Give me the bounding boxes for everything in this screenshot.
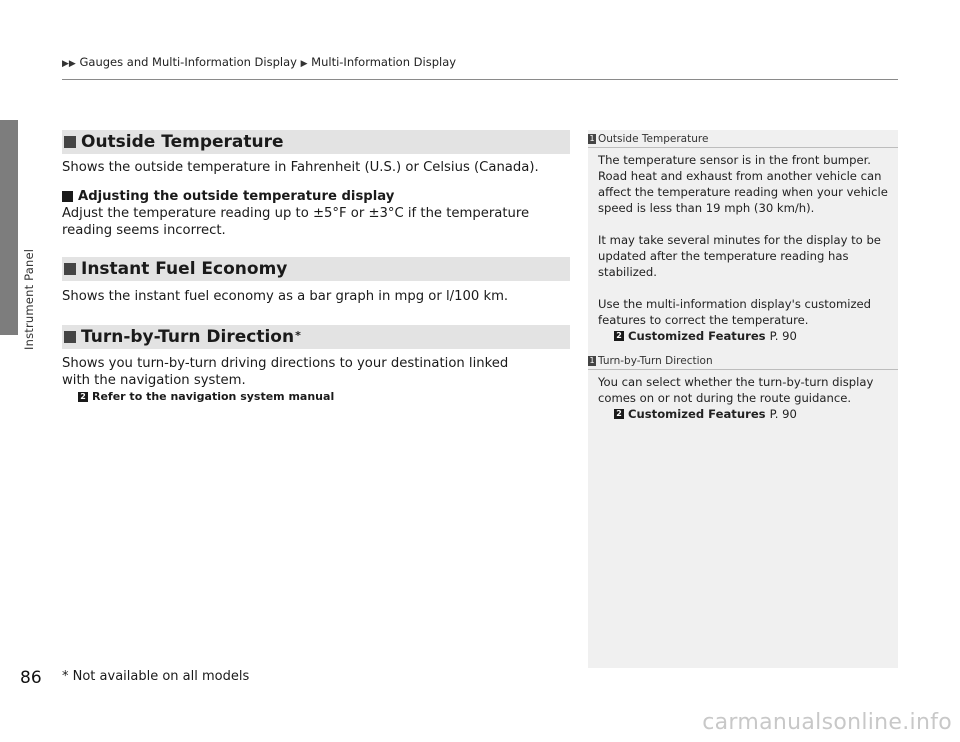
- chapter-tab: [0, 120, 18, 335]
- note-paragraph: You can select whether the turn-by-turn display comes on or not during the route guidance.: [598, 375, 874, 405]
- subheading-text: Adjusting the outside temperature display: [78, 189, 395, 204]
- square-bullet-icon: [62, 191, 73, 202]
- cross-reference-icon: 2: [78, 392, 88, 402]
- reference-label: Customized Features: [628, 407, 766, 421]
- note-body: [588, 148, 898, 344]
- note-title: [588, 352, 898, 370]
- outside-temp-text: Shows the outside temperature in Fahrenheit (U.S.) or Celsius (Canada).: [62, 160, 539, 175]
- main-content: [62, 130, 570, 405]
- reference-text: Refer to the navigation system manual: [92, 390, 335, 403]
- note-paragraph: Use the multi-information display's customized features to correct the temperature.: [598, 297, 872, 327]
- note-number-icon: 1: [589, 356, 595, 365]
- section-heading-turn-by-turn: [62, 325, 570, 349]
- note-paragraph: It may take several minutes for the display to be updated after the temperature reading has stabilized.: [598, 233, 881, 279]
- section-title: Instant Fuel Economy: [81, 259, 288, 279]
- note-turn-by-turn: [588, 352, 898, 422]
- turn-by-turn-text: Shows you turn-by-turn driving directions to your destination linked with the navigation system.: [62, 356, 509, 388]
- note-outside-temperature: [588, 130, 898, 344]
- note-number-icon: 1: [589, 134, 595, 143]
- notes-panel: [588, 130, 898, 668]
- header-divider: [62, 79, 898, 80]
- breadcrumb-arrow-icon: ▶: [300, 59, 308, 69]
- breadcrumb-item-mid[interactable]: Multi-Information Display: [311, 55, 457, 69]
- chapter-label: Instrument Panel: [22, 248, 36, 350]
- breadcrumb-arrow-icon: ▶▶: [62, 59, 76, 69]
- reference-page: P. 90: [769, 407, 797, 421]
- adjust-temp-text: Adjust the temperature reading up to ±5°F or ±3°C if the temperature reading seems incorrect.: [62, 206, 530, 238]
- square-bullet-icon: [64, 136, 76, 148]
- customized-features-reference[interactable]: [598, 328, 898, 344]
- breadcrumb-item-gauges[interactable]: Gauges and Multi-Information Display: [79, 55, 297, 69]
- square-bullet-icon: [64, 263, 76, 275]
- reference-page: P. 90: [769, 329, 797, 343]
- note-title-text: Turn-by-Turn Direction: [598, 354, 713, 367]
- watermark: carmanualsonline.info: [702, 710, 952, 735]
- section-title: Turn-by-Turn Direction: [81, 327, 295, 347]
- note-title: [588, 130, 898, 148]
- footnote-marker: *: [295, 328, 301, 342]
- customized-features-reference[interactable]: [598, 406, 898, 422]
- cross-reference-icon: 2: [614, 331, 624, 341]
- breadcrumb: [62, 55, 456, 69]
- note-title-text: Outside Temperature: [598, 132, 709, 145]
- subheading-adjust-temp: [62, 188, 570, 205]
- note-body: [588, 370, 898, 422]
- cross-reference-icon: 2: [614, 409, 624, 419]
- section-heading-instant-fuel: [62, 257, 570, 281]
- section-heading-outside-temperature: [62, 130, 570, 154]
- section-title: Outside Temperature: [81, 132, 284, 152]
- note-paragraph: The temperature sensor is in the front bumper. Road heat and exhaust from another vehicle can affect the temperature reading when your vehicle speed is less than 19 mph (30 km/h).: [598, 153, 888, 215]
- page-number: 86: [20, 668, 42, 688]
- square-bullet-icon: [64, 331, 76, 343]
- reference-label: Customized Features: [628, 329, 766, 343]
- nav-manual-reference[interactable]: [62, 389, 570, 405]
- instant-fuel-text: Shows the instant fuel economy as a bar graph in mpg or l/100 km.: [62, 289, 509, 304]
- footnote: * Not available on all models: [62, 669, 250, 684]
